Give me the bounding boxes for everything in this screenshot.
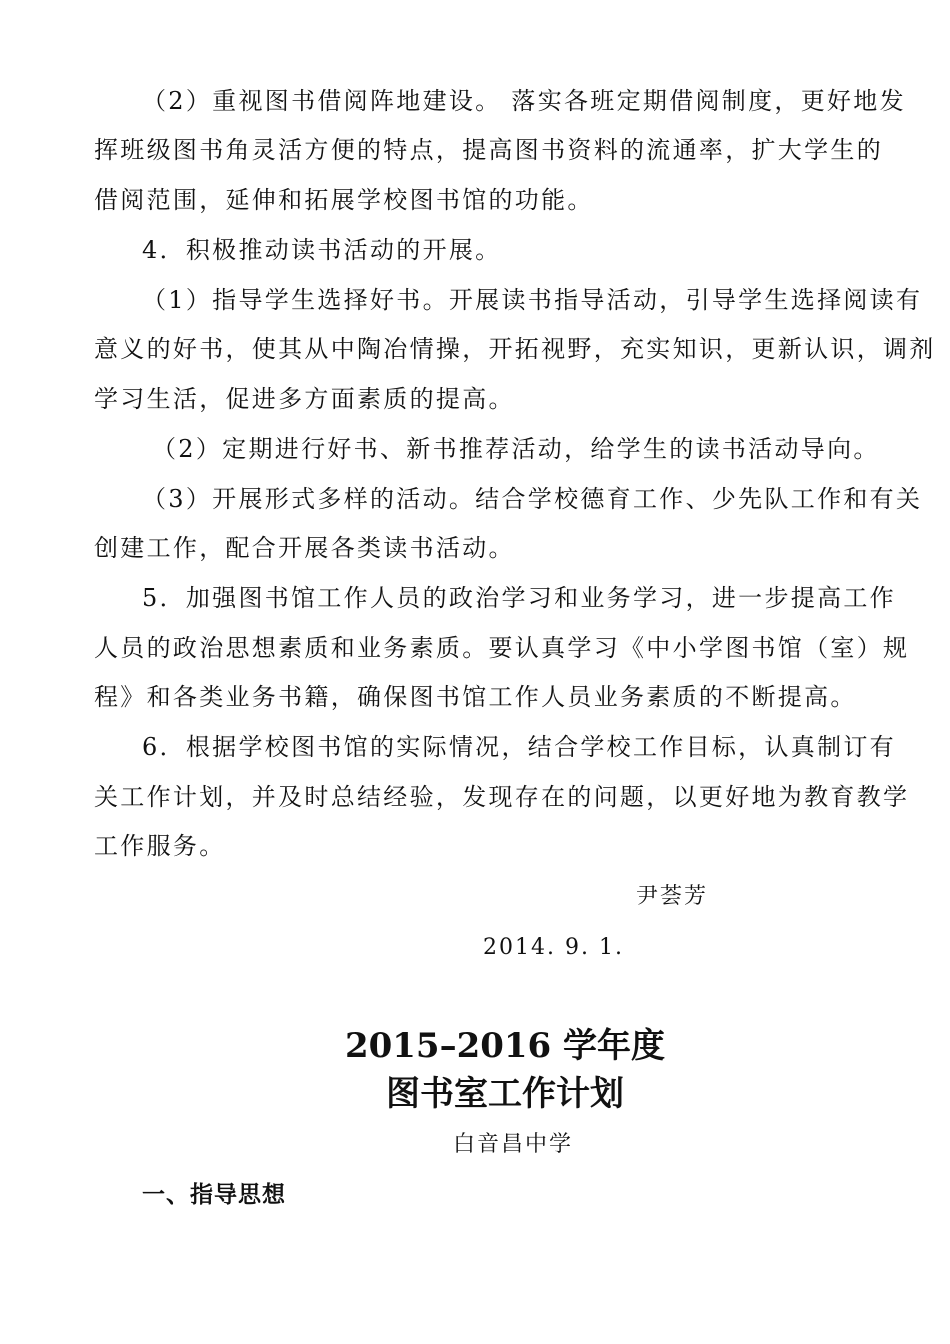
paragraph-line: 意义的好书，使其从中陶冶情操，开拓视野，充实知识，更新认识，调剂 bbox=[94, 335, 936, 363]
plan-title-line1: 2015–2016 学年度 bbox=[344, 1026, 666, 1066]
paragraph-line: 创建工作，配合开展各类读书活动。 bbox=[94, 534, 515, 562]
paragraph-line: 工作服务。 bbox=[94, 832, 226, 860]
school-name: 白音昌中学 bbox=[452, 1132, 573, 1157]
signature-date: 2014. 9. 1. bbox=[483, 935, 624, 960]
paragraph-line: 挥班级图书角灵活方便的特点，提高图书资料的流通率，扩大学生的 bbox=[94, 136, 883, 164]
numbered-item-5: 5．加强图书馆工作人员的政治学习和业务学习，进一步提高工作 bbox=[142, 584, 896, 612]
numbered-item-6: 6．根据学校图书馆的实际情况，结合学校工作目标，认真制订有 bbox=[142, 733, 896, 761]
paragraph-line: 学习生活，促进多方面素质的提高。 bbox=[94, 385, 515, 413]
plan-title-line2: 图书室工作计划 bbox=[386, 1074, 624, 1114]
paragraph-line: 关工作计划，并及时总结经验，发现存在的问题，以更好地为教育教学 bbox=[94, 783, 910, 811]
paragraph-line: 借阅范围，延伸和拓展学校图书馆的功能。 bbox=[94, 186, 594, 214]
section-heading: 一、指导思想 bbox=[142, 1182, 286, 1208]
paragraph-line: 程》和各类业务书籍，确保图书馆工作人员业务素质的不断提高。 bbox=[94, 683, 857, 711]
paragraph-line: 人员的政治思想素质和业务素质。要认真学习《中小学图书馆（室）规 bbox=[94, 634, 910, 662]
paragraph-line: （2）重视图书借阅阵地建设。 落实各班定期借阅制度，更好地发 bbox=[142, 87, 906, 115]
numbered-item-4: 4．积极推动读书活动的开展。 bbox=[142, 236, 502, 264]
paragraph-line: （3）开展形式多样的活动。结合学校德育工作、少先队工作和有关 bbox=[142, 485, 923, 513]
signature-name: 尹荟芳 bbox=[636, 884, 709, 909]
paragraph-line: （1）指导学生选择好书。开展读书指导活动，引导学生选择阅读有 bbox=[142, 286, 923, 314]
paragraph-line: （2）定期进行好书、新书推荐活动，给学生的读书活动导向。 bbox=[152, 435, 880, 463]
